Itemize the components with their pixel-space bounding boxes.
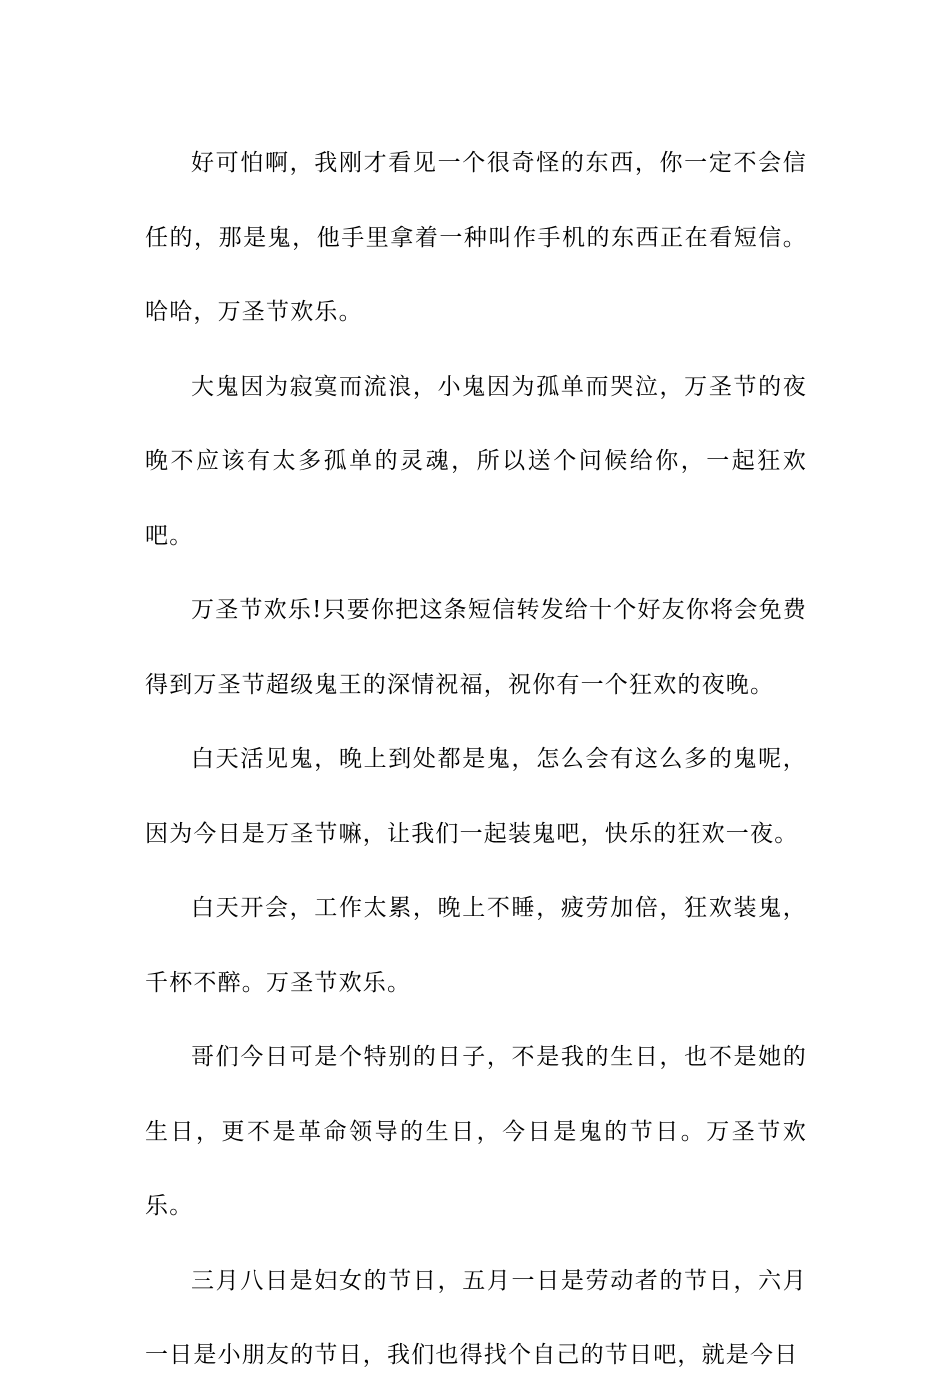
paragraph: 白天开会，工作太累，晚上不睡，疲劳加倍，狂欢装鬼，千杯不醉。万圣节欢乐。	[145, 895, 807, 996]
paragraph: 大鬼因为寂寞而流浪，小鬼因为孤单而哭泣，万圣节的夜晚不应该有太多孤单的灵魂，所以送个问候给你，一起狂欢吧。	[145, 373, 807, 549]
paragraph: 白天活见鬼，晚上到处都是鬼，怎么会有这么多的鬼呢，因为今日是万圣节嘛，让我们一起装鬼吧，快乐的狂欢一夜。	[145, 746, 807, 847]
document-body	[145, 126, 807, 1393]
paragraph: 哥们今日可是个特别的日子，不是我的生日，也不是她的生日，更不是革命领导的生日，今日是鬼的节日。万圣节欢乐。	[145, 1044, 807, 1219]
paragraph: 好可怕啊，我刚才看见一个很奇怪的东西，你一定不会信任的，那是鬼，他手里拿着一种叫作手机的东西正在看短信。哈哈，万圣节欢乐。	[145, 150, 807, 325]
paragraph: 万圣节欢乐!只要你把这条短信转发给十个好友你将会免费得到万圣节超级鬼王的深情祝福，祝你有一个狂欢的夜晚。	[145, 597, 807, 698]
paragraph: 三月八日是妇女的节日，五月一日是劳动者的节日，六月一日是小朋友的节日，我们也得找个自己的节日吧，就是今日	[145, 1267, 807, 1368]
